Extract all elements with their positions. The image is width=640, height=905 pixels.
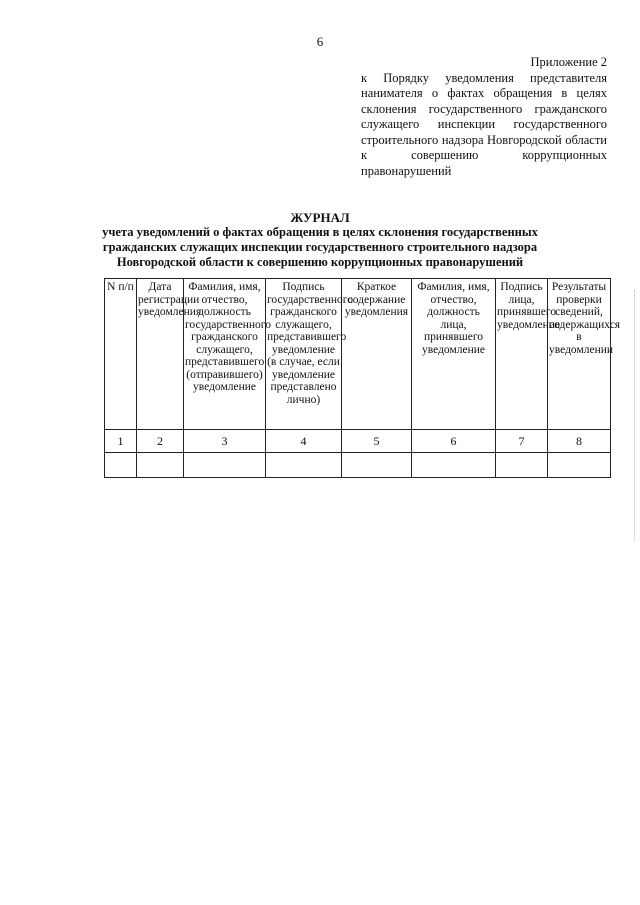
header-cell-receiver-signature: Подпись лица, принявшего уведомление (496, 279, 548, 430)
empty-cell (184, 453, 266, 478)
header-cell-receiver-name: Фамилия, имя, отчество, должность лица, принявшего уведомление (412, 279, 496, 430)
empty-cell (342, 453, 412, 478)
journal-table (104, 278, 621, 478)
empty-cell (137, 453, 184, 478)
empty-cell (412, 453, 496, 478)
column-number-cell: 4 (266, 430, 342, 453)
column-number-cell: 3 (184, 430, 266, 453)
column-number-cell: 5 (342, 430, 412, 453)
appendix-body: к Порядку уведомления представителя нанимателя о фактах обращения в целях склонения государственного гражданского служащего инспекции государственного строительного надзора Новгородской области к совершению коррупционных правонарушений (361, 70, 607, 178)
column-number-cell: 1 (105, 430, 137, 453)
empty-cell (105, 453, 137, 478)
header-cell-servant-signature: Подпись государственного гражданского служащего, представившего уведомление (в случае, если уведомление представлено лично) (266, 279, 342, 430)
journal-subtitle-line-2: гражданских служащих инспекции государственного строительного надзора (102, 240, 538, 254)
table-row (105, 430, 611, 453)
header-cell-summary: Краткое содержание уведомления (342, 279, 412, 430)
empty-cell (548, 453, 611, 478)
journal-subtitle-line-3: Новгородской области к совершению коррупционных правонарушений (116, 255, 524, 269)
header-cell-number: N п/п (105, 279, 137, 430)
appendix-block (361, 55, 607, 179)
appendix-title: Приложение 2 (530, 55, 607, 69)
table-row (105, 453, 611, 478)
scan-margin-mark (634, 290, 636, 540)
column-number-cell: 2 (137, 430, 184, 453)
table-header-row (105, 279, 611, 430)
column-number-cell: 6 (412, 430, 496, 453)
header-cell-servant-name: Фамилия, имя, отчество, должность государственного гражданского служащего, представившего (отправившего) уведомление (184, 279, 266, 430)
empty-cell (266, 453, 342, 478)
journal-title: ЖУРНАЛ (290, 210, 350, 225)
empty-cell (496, 453, 548, 478)
header-cell-registration-date: Дата регистрации уведомления (137, 279, 184, 430)
column-number-cell: 7 (496, 430, 548, 453)
header-cell-results: Результаты проверки сведений, содержащихся в уведомлении (548, 279, 611, 430)
column-number-cell: 8 (548, 430, 611, 453)
journal-heading (0, 210, 640, 270)
page-number: 6 (316, 34, 324, 49)
journal-subtitle-line-1: учета уведомлений о фактах обращения в целях склонения государственных (102, 225, 538, 239)
